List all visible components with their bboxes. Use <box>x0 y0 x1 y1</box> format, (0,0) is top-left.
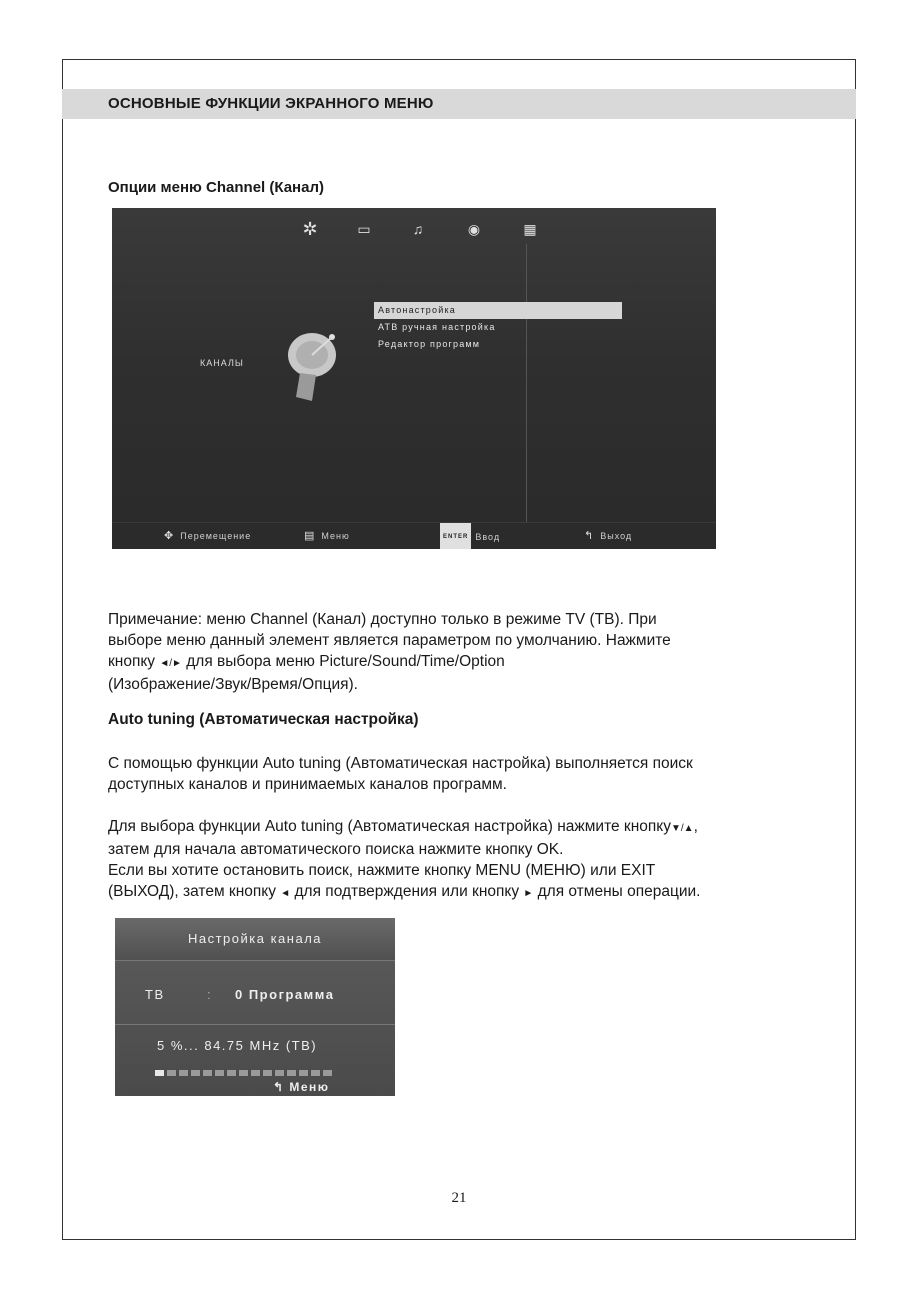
auto-tuning-instructions: Для выбора функции Auto tuning (Автоматическая настройка) нажмите кнопку▼/▲, затем для начала автоматического поиска нажмите кнопку OK. Если вы хотите остановить поиск, нажмите кнопку MENU (МЕНЮ) или EXIT (ВЫХОД), затем кнопку ◄ для подтверждения или кнопку ► для отмены операции. <box>108 818 701 900</box>
dialog-menu-hint: ↰ Меню <box>273 1080 330 1094</box>
progress-segment <box>263 1070 272 1076</box>
note-paragraph: Примечание: меню Channel (Канал) доступно только в режиме TV (ТВ). При выборе меню данный элемент является параметром по умолчанию. Нажмите кнопку ◄/► для выбора меню Picture/Sound/Time/Option (Изображение/Звук/Время/Опция). <box>108 611 671 693</box>
progress-segment <box>191 1070 200 1076</box>
progress-segment <box>251 1070 260 1076</box>
clock-icon[interactable]: ◉ <box>467 221 481 237</box>
menu-item-atv-manual[interactable]: АТВ ручная настройка <box>378 322 496 332</box>
progress-segment <box>167 1070 176 1076</box>
progress-segment <box>203 1070 212 1076</box>
scan-status: 5 %... 84.75 MHz (ТВ) <box>157 1038 318 1053</box>
menu-item-auto-tuning[interactable]: Автонастройка <box>374 302 622 319</box>
auto-tuning-description: С помощью функции Auto tuning (Автоматическая настройка) выполняется поиск доступных каналов и принимаемых каналов программ. <box>108 755 693 793</box>
dialog-separator-2 <box>115 1024 395 1025</box>
menu-item-program-editor[interactable]: Редактор программ <box>378 339 481 349</box>
progress-segment <box>311 1070 320 1076</box>
monitor-icon[interactable]: ▭ <box>357 221 371 237</box>
colon: : <box>207 987 213 1002</box>
progress-segment <box>227 1070 236 1076</box>
hint-exit: ↰ Выход <box>584 523 632 549</box>
page-number: 21 <box>451 1190 467 1206</box>
tuning-dialog <box>115 918 395 1096</box>
hint-menu: ▤ Меню <box>304 523 350 549</box>
channel-menu-screenshot <box>112 208 716 549</box>
progress-segment <box>275 1070 284 1076</box>
menu-tab-bar <box>112 214 716 244</box>
hint-move: ✥ Перемещение <box>164 523 251 549</box>
menu-icon: ▤ <box>304 530 316 542</box>
hint-bar <box>112 522 716 549</box>
category-label: КАНАЛЫ <box>200 358 244 368</box>
progress-segment <box>287 1070 296 1076</box>
satellite-dish-icon <box>282 323 352 403</box>
section-title-channel: Опции меню Channel (Канал) <box>108 179 324 196</box>
progress-segment <box>239 1070 248 1076</box>
progress-segment <box>215 1070 224 1076</box>
progress-segment <box>179 1070 188 1076</box>
arrows-icon: ✥ <box>164 530 175 542</box>
enter-key-icon: ENTER <box>440 523 471 549</box>
section-title-auto-tuning: Auto tuning (Автоматическая настройка) <box>108 711 419 728</box>
return-icon: ↰ <box>273 1080 290 1094</box>
tv-label: ТВ <box>145 987 165 1002</box>
program-count: 0 Программа <box>235 987 335 1002</box>
hint-enter: ENTER Ввод <box>440 523 500 549</box>
gear-icon[interactable]: ✲ <box>302 219 318 239</box>
grid-icon[interactable]: ▦ <box>523 221 537 237</box>
return-icon: ↰ <box>584 530 595 542</box>
menu-divider <box>526 244 527 522</box>
progress-bar <box>155 1063 335 1081</box>
progress-segment <box>155 1070 164 1076</box>
dialog-title: Настройка канала <box>115 918 395 960</box>
progress-segment <box>323 1070 332 1076</box>
dialog-separator <box>115 960 395 961</box>
progress-segment <box>299 1070 308 1076</box>
music-icon[interactable]: ♫ <box>412 221 424 237</box>
page-title: ОСНОВНЫЕ ФУНКЦИИ ЭКРАННОГО МЕНЮ <box>108 95 434 112</box>
